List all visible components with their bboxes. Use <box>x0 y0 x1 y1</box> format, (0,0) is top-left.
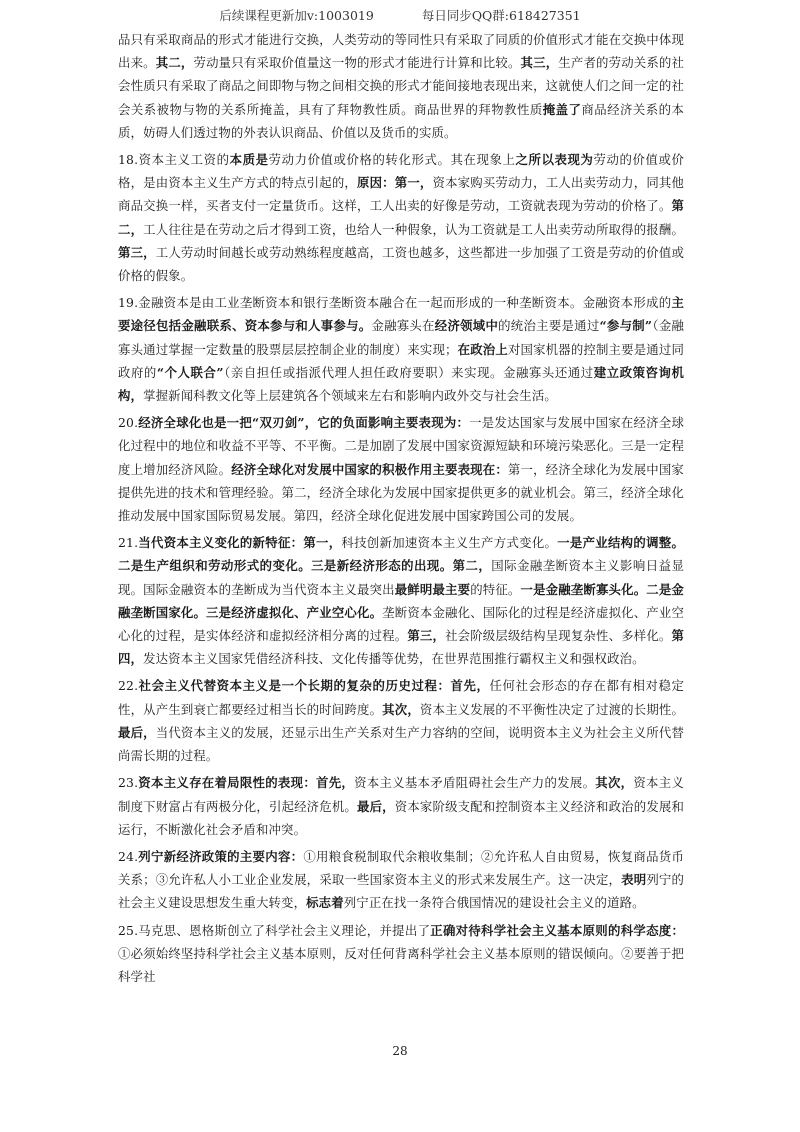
bold-text-run: 经济领域中 <box>434 318 499 334</box>
bold-text-run: 其三， <box>520 55 559 71</box>
text-run: 19.金融资本是由工业垄断资本和银行垄断资本融合在一起而形成的一种垄断资本。金融资本形成的 <box>118 295 672 311</box>
bold-text-run: 标志着 <box>306 895 344 911</box>
text-run: 的特征。 <box>470 581 521 597</box>
bold-text-run: 经济全球化对发展中国家的积极作用主要表现在： <box>231 461 508 477</box>
bold-text-run: 经济全球化也是一把“双刃剑”，它的负面影响主要表现为： <box>138 415 470 431</box>
text-run: 垄断资本金融化、国际化的过程是经济虚拟化、产业空心化的过程，是实体经济和虚拟经济相分离的过程。 <box>118 604 684 644</box>
text-run: 第一，经济全球化为发展中国家提供先进的技术和管理经验。第二，经济全球化为发展中国家提供更多的就业机会。第三，经济全球化推动发展中国家国际贸易发展。第四，经济全球化促进发展中国家跨国公司的发展。 <box>118 461 684 524</box>
text-run: 金融寡头在 <box>371 318 435 334</box>
bold-text-run: 本质是 <box>229 152 269 168</box>
text-run: 21. <box>118 535 139 551</box>
text-run: 科技创新加速资本主义生产方式变化。 <box>341 535 558 551</box>
text-run: 资本主义制度下财富占有两极分化，引起经济危机。 <box>118 775 684 814</box>
text-run: 资本主义基本矛盾阻碍社会生产力的发展。 <box>354 775 596 791</box>
text-run: 对国家机器的控制主要是通过同政府的 <box>118 341 684 380</box>
bold-text-run: 原因：第一， <box>357 175 433 191</box>
text-run: ①用粮食税制取代余粮收集制；②允许私人自由贸易，恢复商品货币关系；③允许私人小工业企业发展，采取一些国家资本主义的形式来发展生产。这一决定， <box>118 848 685 888</box>
bold-text-run: 建立政策咨询机构， <box>118 364 684 404</box>
text-run: 列宁的社会主义建设思想发生重大转变， <box>118 872 685 911</box>
bold-text-run: 第三， <box>407 628 446 644</box>
paragraph <box>118 28 684 144</box>
text-run: 国际金融垄断资本主义影响日益显现。国际金融资本的垄断成为当代资本主义最突出 <box>118 558 684 597</box>
bold-text-run: 最鲜明最主要 <box>394 581 471 597</box>
bold-text-run: “参与制” <box>599 318 653 334</box>
bold-text-run: 一是金融垄断寡头化。二是金融垄断国家化。三是经济虚拟化、产业空心化。 <box>118 581 684 620</box>
text-run: 生产者的劳动关系的社会性质只有采取了商品之间即物与物之间相交换的形式才能间接地表现出来，这就使人们之间一定的社会关系被物与物的关系所掩盖，具有了拜物教性质。商品世界的拜物教性质 <box>118 55 685 117</box>
text-run: （金融寡头通过掌握一定数量的股票层层控制企业的制度）来实现； <box>118 318 685 357</box>
text-run: 资本主义发展的不平衡性决定了过渡的长期性。 <box>419 701 685 717</box>
bold-text-run: 掩盖了 <box>542 101 582 117</box>
text-run: 工人劳动时间越长或劳动熟练程度越高，工资也越多，这些都进一步加强了工资是劳动的价值或价格的假象。 <box>118 244 684 284</box>
text-run: 22. <box>118 678 139 694</box>
paragraph <box>118 411 684 527</box>
bold-text-run: 资本主义存在着局限性的表现：首先， <box>138 775 355 791</box>
bold-text-run: 主要途径包括金融联系、资本参与和人事参与。 <box>118 295 684 334</box>
bold-text-run: 一是产业结构的调整。二是生产组织和劳动形式的变化。三是新经济形态的出现。第二， <box>118 535 685 574</box>
bold-text-run: 最后， <box>118 724 156 740</box>
text-run: 劳动量只有采取价值量这一物的形式才能进行计算和比较。 <box>193 55 521 71</box>
bold-text-run: 第二， <box>118 198 684 237</box>
text-run: 23. <box>118 775 139 791</box>
header-wechat-text: 后续课程更新加v:1003019 <box>219 8 374 23</box>
page-number: 28 <box>392 1044 408 1058</box>
bold-text-run: 社会主义代替资本主义是一个长期的复杂的历史过程：首先， <box>138 678 490 694</box>
text-run: 一是发达国家与发展中国家在经济全球化过程中的地位和收益不平等、不平衡。二是加剧了发展中国家资源短缺和环境污染恶化。三是一定程度上增加经济风险。 <box>118 415 684 477</box>
text-run: 工人往往是在劳动之后才得到工资，也给人一种假象，认为工资就是工人出卖劳动所取得的报酬。 <box>143 221 684 237</box>
paragraph <box>118 291 684 407</box>
bold-text-run: 第三， <box>118 244 156 260</box>
paragraph <box>118 148 684 287</box>
text-run: 发达资本主义国家凭借经济科技、文化传播等优势，在世界范围推行霸权主义和强权政治。 <box>143 651 645 667</box>
text-run: 列宁正在找一条符合俄国情况的建设社会主义的道路。 <box>343 895 645 911</box>
text-run: 掌握新闻科教文化等上层建筑各个领域来左右和影响内政外交与社会生活。 <box>143 388 557 404</box>
bold-text-run: 列宁新经济政策的主要内容： <box>138 848 304 864</box>
text-run: 资本家购买劳动力，工人出卖劳动力，同其他商品交换一样，买者支付一定量货币。这样，工人出卖的好像是劳动，工资就表现为劳动的价格了。 <box>118 175 685 214</box>
paragraph <box>118 674 684 767</box>
text-run: 24. <box>118 848 139 864</box>
bold-text-run: 其次， <box>382 701 420 717</box>
text-run: 当代资本主义的发展，还显示出生产关系对生产力容纳的空间，说明资本主义为社会主义所代替尚需长期的过程。 <box>118 724 684 764</box>
text-run: ①必须始终坚持科学社会主义基本原则，反对任何背离科学社会主义基本原则的错误倾向。②要善于把科学社 <box>118 945 684 984</box>
text-run: 18.资本主义工资的 <box>118 152 230 168</box>
header-qq-group-text: 每日同步QQ群:618427351 <box>421 8 581 23</box>
text-run: 品只有采取商品的形式才能进行交换，人类劳动的等同性只有采取了同质的价值形式才能在交换中体现出来。 <box>118 32 684 71</box>
text-run: 商品经济关系的本质，妨碍人们透过物的外表认识商品、价值以及货币的实质。 <box>118 101 685 140</box>
text-run: 的统治主要是通过 <box>498 318 600 334</box>
text-run: 任何社会形态的存在都有相对稳定性，从产生到衰亡都要经过相当长的时间跨度。 <box>118 678 684 717</box>
text-run: 资本家阶级支配和控制资本主义经济和政治的发展和运行，不断激化社会矛盾和冲突。 <box>118 798 685 837</box>
bold-text-run: 之所以表现为 <box>515 152 594 168</box>
paragraph <box>118 845 684 915</box>
text-run: 25.马克思、恩格斯创立了科学社会主义理论，并提出了 <box>118 922 431 938</box>
page-header <box>0 6 800 24</box>
bold-text-run: 其次， <box>595 775 634 791</box>
bold-text-run: 在政治上 <box>457 341 508 357</box>
paragraph <box>118 771 684 841</box>
bold-text-run: 第四， <box>118 628 685 667</box>
bold-text-run: “个人联合” <box>156 364 224 380</box>
text-run: （亲自担任或指派代理人担任政府要职）来实现。金融寡头还通过 <box>223 364 594 380</box>
paragraph <box>118 919 684 989</box>
text-run: 20. <box>118 415 139 431</box>
text-run: 社会阶级层级结构呈现复杂性、多样化。 <box>445 628 672 644</box>
bold-text-run: 正确对待科学社会主义基本原则的科学态度： <box>430 922 685 938</box>
bold-text-run: 当代资本主义变化的新特征：第一， <box>138 535 342 551</box>
bold-text-run: 表明 <box>621 872 647 888</box>
document-body <box>118 28 684 992</box>
text-run: 劳动的价值或价格，是由资本主义生产方式的特点引起的， <box>118 152 684 191</box>
paragraph <box>118 531 684 670</box>
text-run: 劳动力价值或价格的转化形式。其在现象上 <box>268 152 516 168</box>
bold-text-run: 其二， <box>155 55 194 71</box>
bold-text-run: 最后， <box>357 798 395 814</box>
